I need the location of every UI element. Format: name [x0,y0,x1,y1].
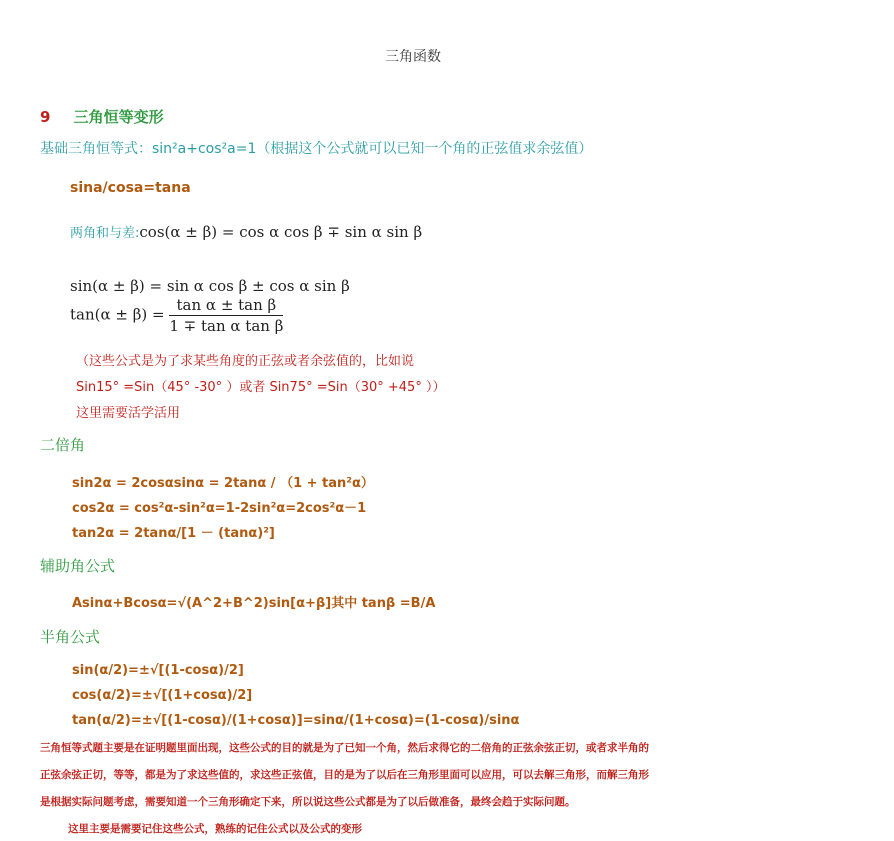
tan-sum-denominator: 1 ∓ tan α tan β [169,317,284,335]
half-angle-tan: tan(α/2)=±√[(1-cosα)/(1+cosα)]=sinα/(1+cosα)=(1-cosα)/sinα [72,713,520,728]
note-line-1: （这些公式是为了求某些角度的正弦或者余弦值的，比如说 [76,354,415,369]
section-number: 9 [40,108,51,126]
page-title: 三角函数 [385,49,441,65]
double-angle-heading: 二倍角 [40,436,86,454]
note-line-2: Sin15° =Sin（45° -30° ）或者 Sin75° =Sin（30° +45° ）） [76,380,446,395]
basic-identity-line [40,138,592,158]
basic-identity-note: （根据这个公式就可以已知一个角的正弦值求余弦值） [256,141,593,157]
summary-line-1: 三角恒等式题主要是在证明题里面出现，这些公式的目的就是为了已知一个角，然后求得它的二倍角的正弦余弦正切，或者求半角的 [40,742,649,754]
auxiliary-angle-formula: Asinα+Bcosα=√(A^2+B^2)sin[α+β]其中 tanβ =B/A [72,596,436,611]
half-angle-cos: cos(α/2)=±√[(1+cosα)/2] [72,688,253,703]
tan-sum-lhs: tan(α ± β) = [70,305,165,324]
basic-identity-label: 基础三角恒等式： [40,141,152,157]
double-angle-sin: sin2α = 2cosαsinα = 2tanα / （1 + tan²α） [72,476,374,491]
double-angle-tan: tan2α = 2tanα/[1 － (tanα)²] [72,526,275,541]
cos-sum-formula: cos(α ± β) = cos α cos β ∓ sin α sin β [139,223,423,241]
half-angle-heading: 半角公式 [40,628,101,646]
tan-sum-formula [70,296,283,335]
basic-identity-formula: sin²a+cos²a=1 [152,141,257,157]
half-angle-sin: sin(α/2)=±√[(1-cosα)/2] [72,663,244,678]
tan-sum-numerator: tan α ± tan β [169,296,283,316]
sin-sum-formula: sin(α ± β) = sin α cos β ± cos α sin β [70,277,350,295]
summary-line-2: 正弦余弦正切，等等，都是为了求这些值的，求这些正弦值，目的是为了以后在三角形里面可以应用，可以去解三角形，而解三角形 [40,769,649,781]
note-line-3: 这里需要活学活用 [76,406,181,421]
sum-diff-line [70,222,422,241]
double-angle-cos: cos2α = cos²α-sin²α=1-2sin²α=2cos²α－1 [72,501,367,516]
sum-diff-label: 两角和与差: [70,226,140,241]
section-heading [40,106,164,127]
summary-line-3: 是根据实际问题考虑，需要知道一个三角形确定下来，所以说这些公式都是为了以后做准备，最终会趋于实际问题。 [40,796,576,808]
tan-sum-fraction [169,296,283,335]
tan-relation: sina/cosa=tana [70,180,191,196]
summary-line-4: 这里主要是需要记住这些公式，熟练的记住公式以及公式的变形 [68,823,362,835]
auxiliary-angle-heading: 辅助角公式 [40,557,116,575]
section-title: 三角恒等变形 [73,108,164,126]
